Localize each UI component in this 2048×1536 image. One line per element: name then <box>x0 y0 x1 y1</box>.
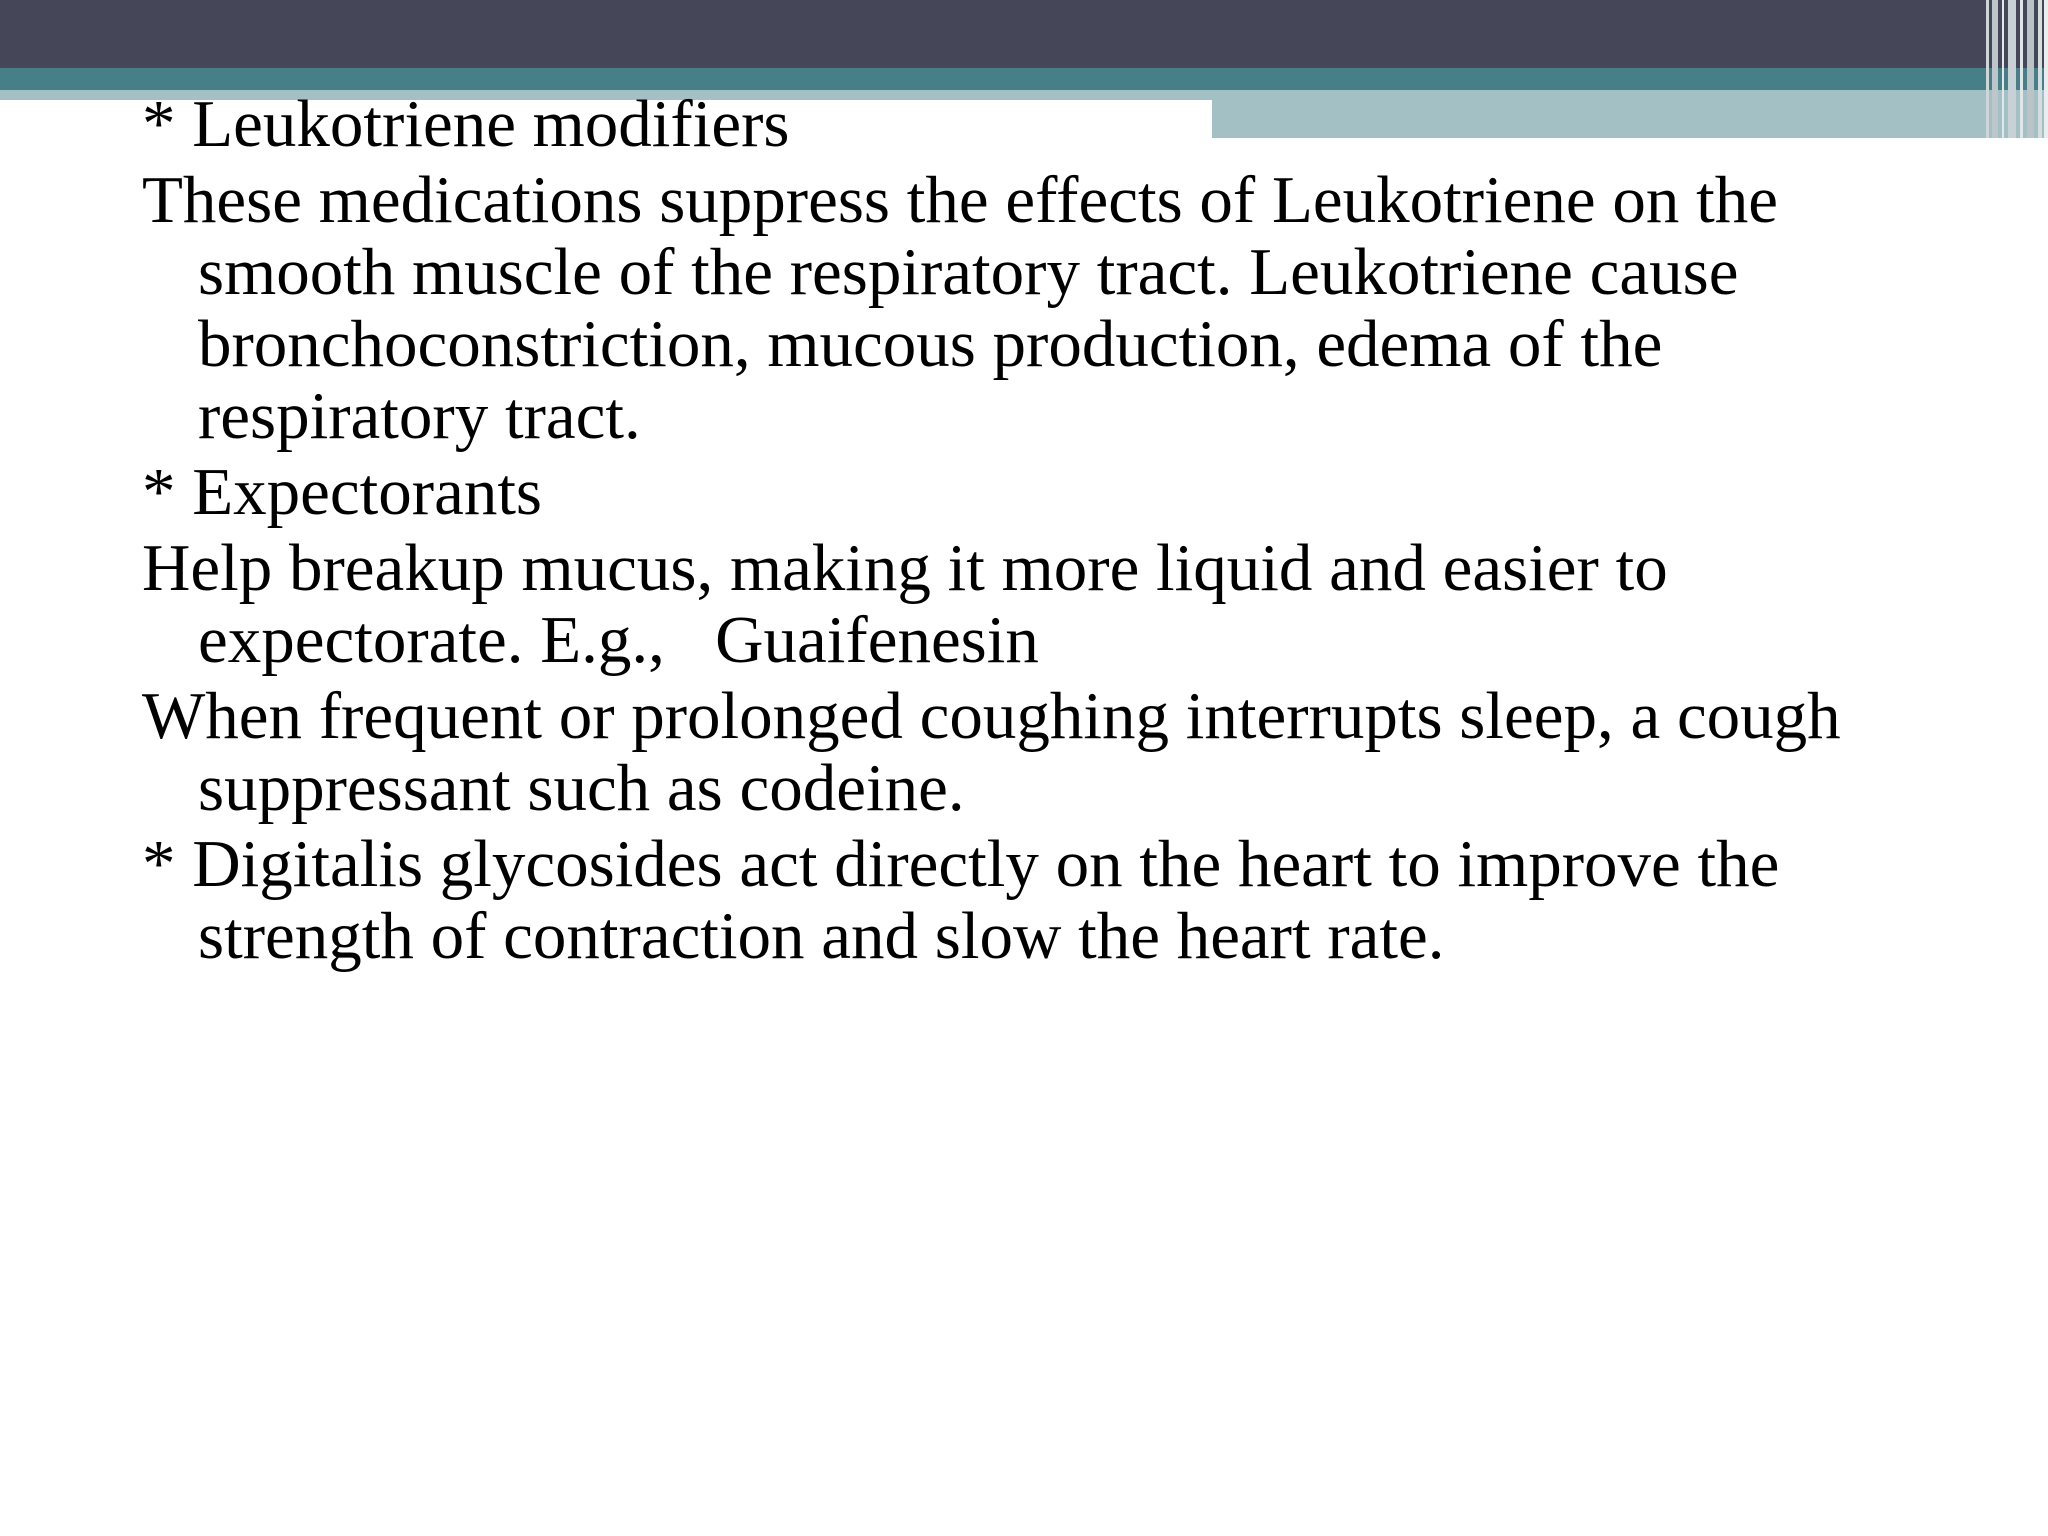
heading-leukotriene-modifiers: * Leukotriene modifiers <box>142 87 790 161</box>
header-stripes <box>1986 0 2048 138</box>
paragraph-leukotriene-description: These medications suppress the effects of Leukotriene on the smooth muscle of the respiratory tract. Leukotriene cause bronchoconstriction, mucous production, edema of the respiratory tract. <box>142 163 1795 453</box>
paragraph-expectorants-description: Help breakup mucus, making it more liquid and easier to expectorate. E.g., Guaifenesin <box>142 531 1685 677</box>
header-dark-band <box>0 0 2048 68</box>
paragraph-digitalis-glycosides: * Digitalis glycosides act directly on the heart to improve the strength of contraction and slow the heart rate. <box>142 827 1797 973</box>
paragraph-cough-suppressant: When frequent or prolonged coughing interrupts sleep, a cough suppressant such as codeine. <box>142 679 1858 825</box>
heading-expectorants: * Expectorants <box>142 455 543 529</box>
slide-body <box>142 88 1962 972</box>
